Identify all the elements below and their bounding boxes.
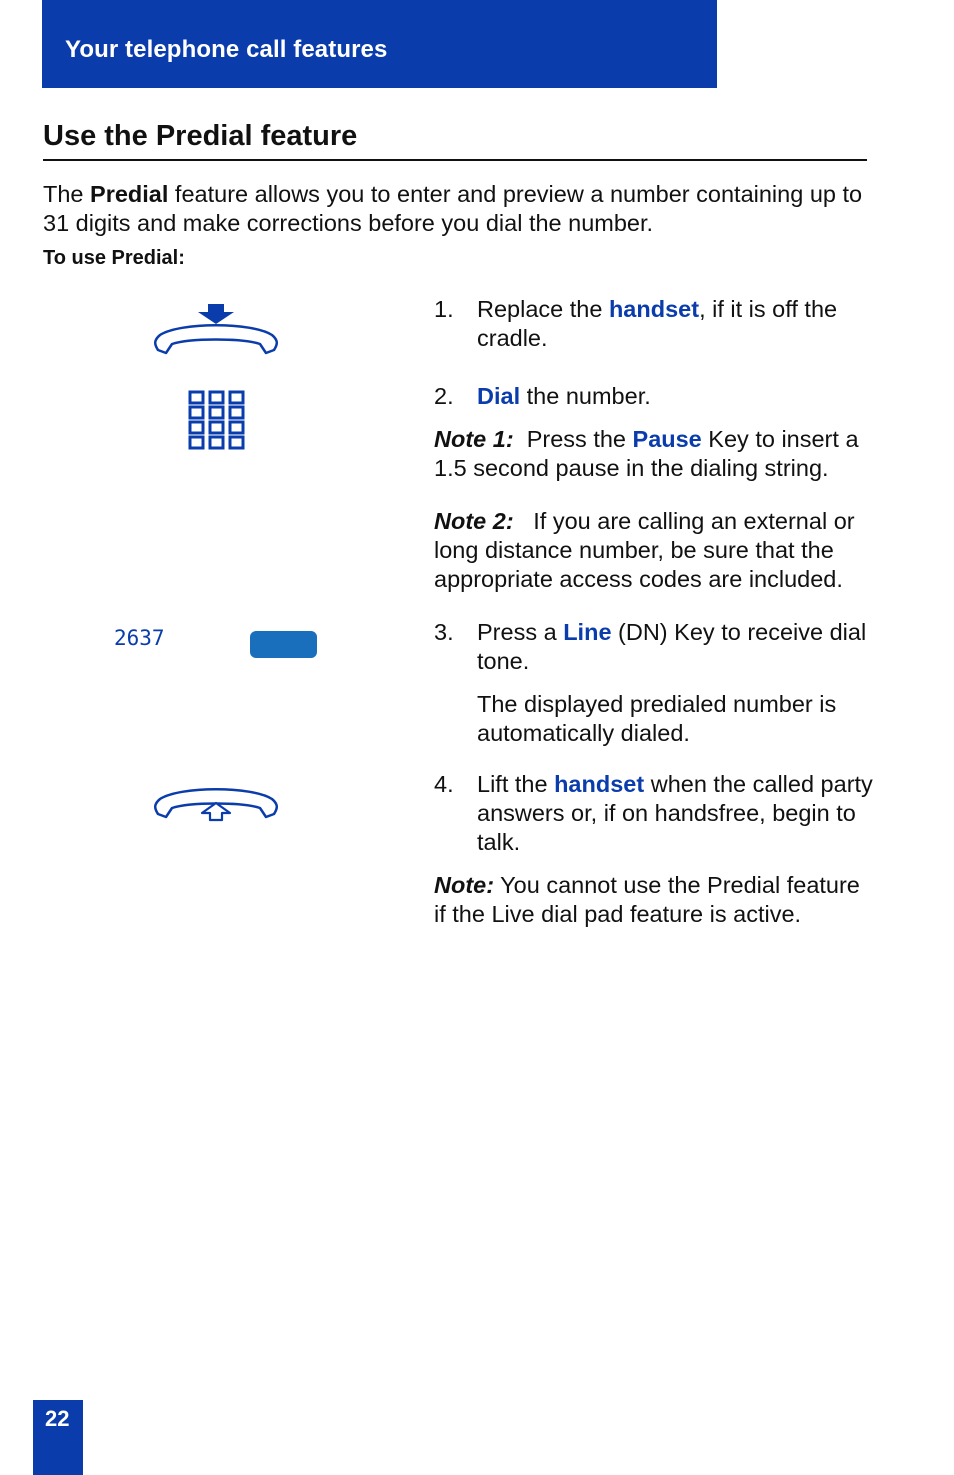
step-2: [434, 382, 874, 411]
note-keyword: Pause: [632, 426, 702, 452]
note-text: If you are calling an external or long distance number, be sure that the appropriate access codes are included.: [434, 508, 862, 592]
step-4: [434, 770, 874, 857]
intro-prefix: The: [43, 181, 91, 207]
handset-up-icon: [150, 784, 282, 824]
note-2: [434, 507, 874, 594]
step-3: [434, 618, 874, 676]
step-text: the number.: [520, 383, 651, 409]
final-note: [434, 871, 874, 929]
note-text: Press the: [513, 426, 633, 452]
intro-keyword: Predial: [90, 181, 169, 207]
note-1: [434, 425, 874, 483]
dialpad-icon: [188, 390, 246, 450]
step-text: Replace the: [477, 296, 609, 322]
step-text: , if it is off the cradle.: [477, 296, 838, 351]
section-title: Use the Predial feature: [43, 120, 358, 152]
note-text: Key to insert a 1.5 second pause in the dialing string.: [434, 426, 859, 481]
intro-paragraph: [43, 180, 873, 238]
display-number: 2637: [114, 626, 165, 650]
step-text: Press a: [477, 619, 564, 645]
step-number: 2.: [434, 383, 454, 409]
step-number: 4.: [434, 771, 454, 797]
page-number: 22: [45, 1406, 70, 1431]
intro-text: feature allows you to enter and preview a number containing up to 31 digits and make corrections before you dial the number.: [43, 181, 863, 236]
header-title: Your telephone call features: [65, 36, 388, 63]
step-number: 3.: [434, 619, 454, 645]
step-keyword: Line: [563, 619, 612, 645]
step-1: [434, 295, 874, 353]
header-band: [42, 0, 717, 88]
note-label: Note 1:: [434, 426, 514, 452]
step-text: Lift the: [477, 771, 555, 797]
handset-down-icon: [150, 300, 282, 358]
note-text: You cannot use the Predial feature if the Live dial pad feature is active.: [434, 872, 860, 927]
title-divider: [43, 159, 867, 161]
step-3-detail: The displayed predialed number is automatically dialed.: [477, 691, 837, 746]
step-keyword: handset: [608, 296, 700, 322]
step-keyword: handset: [554, 771, 645, 797]
step-text: (DN) Key to receive dial tone.: [477, 619, 867, 674]
step-text: when the called party answers or, if on handsfree, begin to talk.: [477, 771, 873, 855]
line-key-icon[interactable]: [250, 631, 317, 658]
note-label: Note:: [434, 872, 495, 898]
step-keyword: Dial: [477, 383, 521, 409]
procedure-subhead: To use Predial:: [43, 247, 185, 269]
step-number: 1.: [434, 296, 454, 322]
note-label: Note 2:: [434, 508, 514, 534]
page-tab: [33, 1400, 83, 1475]
